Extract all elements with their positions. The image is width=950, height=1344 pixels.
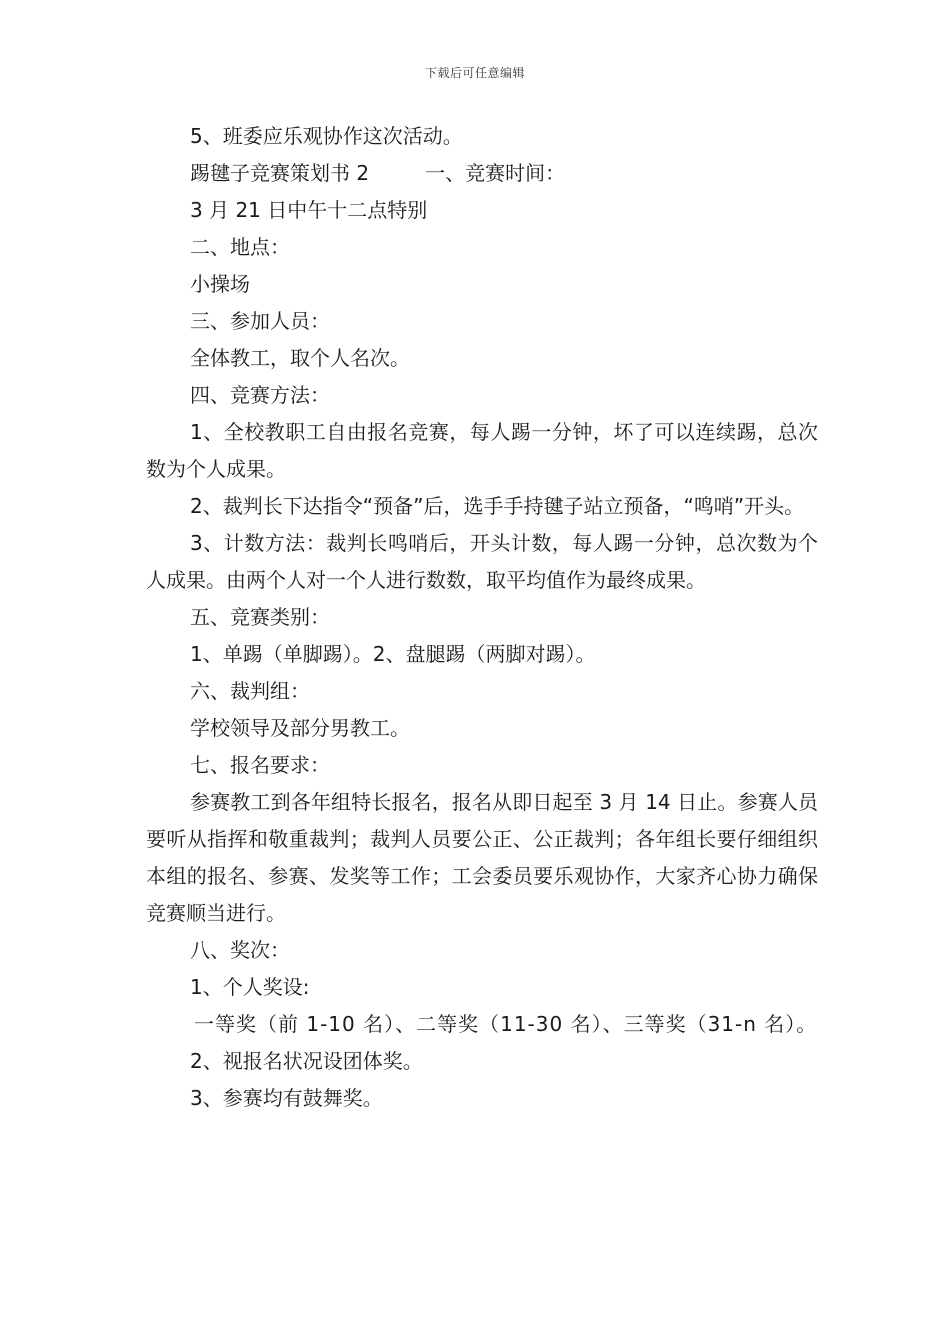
- page-header: 下载后可任意编辑: [424, 66, 525, 80]
- section-heading: 一、竞赛时间：: [425, 161, 566, 185]
- paragraph: 参赛教工到各年组特长报名，报名从即日起至 3 月 14 日止。参赛人员要听从指挥和敬重裁判；裁判人员要公正、公正裁判；各年组长要仔细组织本组的报名、参赛、发奖等工作；工会委员要乐观协作，大家齐心协力确保竞赛顺当进行。: [146, 790, 818, 925]
- text-line: 3、参赛均有鼓舞奖。: [190, 1086, 383, 1110]
- text-line: 小操场: [190, 272, 250, 296]
- section-heading: 八、奖次：: [190, 938, 290, 962]
- section-heading: 三、参加人员：: [190, 309, 330, 333]
- paragraph: 3、计数方法：裁判长鸣哨后，开头计数，每人踢一分钟，总次数为个人成果。由两个人对一个人进行数数，取平均值作为最终成果。: [146, 531, 818, 592]
- text-line: 5、班委应乐观协作这次活动。: [190, 124, 463, 148]
- text-line: 学校领导及部分男教工。: [190, 716, 410, 740]
- paragraph: 1、全校教职工自由报名竞赛，每人踢一分钟，坏了可以连续踢，总次数为个人成果。: [146, 420, 818, 481]
- section-heading: 五、竞赛类别：: [190, 605, 330, 629]
- section-heading: 二、地点：: [190, 235, 290, 259]
- section-heading: 六、裁判组：: [190, 679, 310, 703]
- text-line: 1、个人奖设:: [190, 975, 310, 999]
- text-line: 2、视报名状况设团体奖。: [190, 1049, 423, 1073]
- paragraph: 一等奖（前 1-10 名）、二等奖（11-30 名）、三等奖（31-n 名）。: [194, 1012, 818, 1036]
- section-heading: 四、竞赛方法：: [190, 383, 330, 407]
- text-line: 1、单踢（单脚踢）。2、盘腿踢（两脚对踢）。: [190, 642, 596, 666]
- text-line: [146, 155, 818, 192]
- doc-title: 踢毽子竞赛策划书 2: [190, 161, 370, 185]
- paragraph: 2、裁判长下达指令“预备”后，选手手持毽子站立预备，“鸣哨”开头。: [190, 494, 805, 518]
- section-heading: 七、报名要求：: [190, 753, 330, 777]
- document-body: [146, 118, 818, 1117]
- text-line: 全体教工，取个人名次。: [190, 346, 410, 370]
- text-line: 3 月 21 日中午十二点特别: [190, 198, 428, 222]
